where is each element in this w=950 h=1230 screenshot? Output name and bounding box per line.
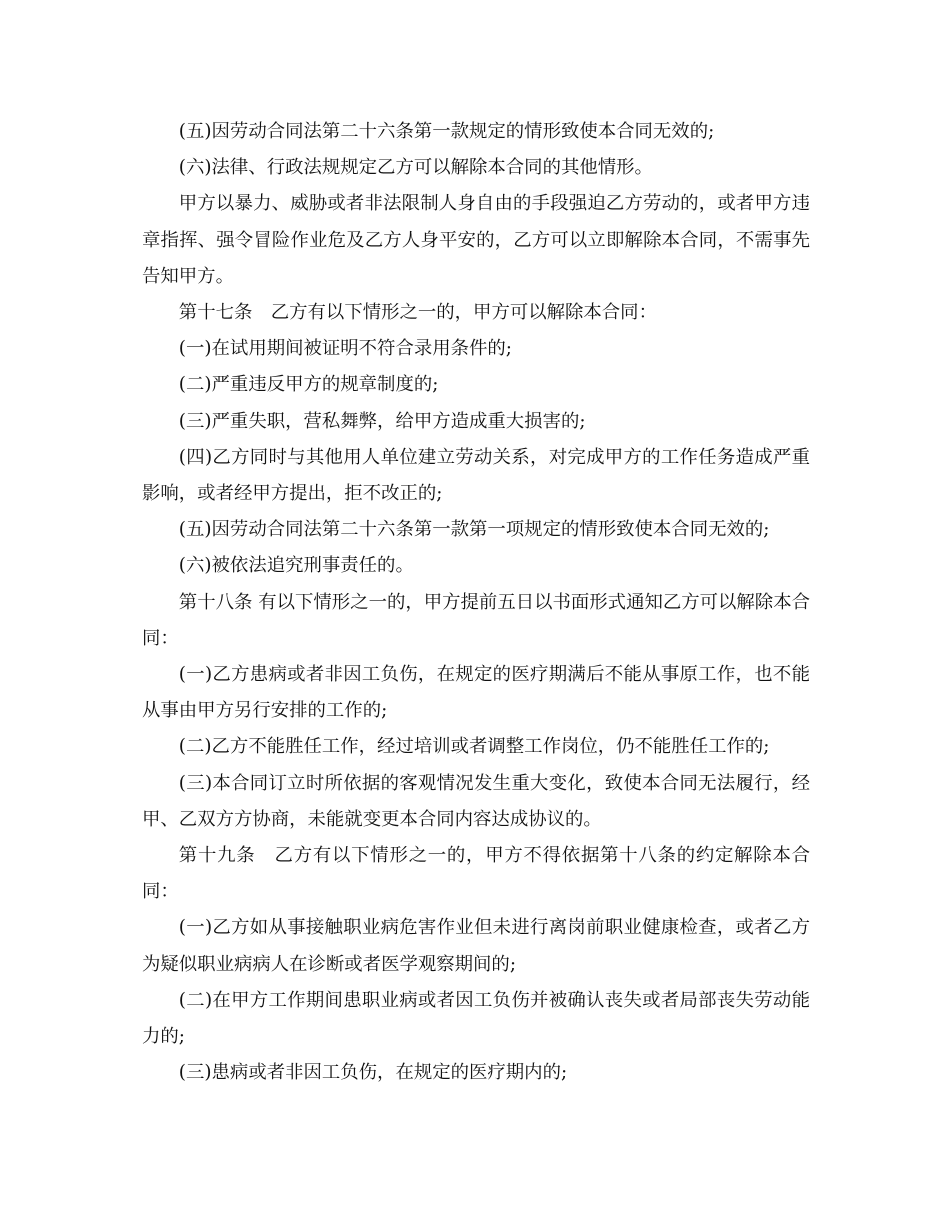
- article-18-item-3: (三)本合同订立时所依据的客观情况发生重大变化，致使本合同无法履行，经甲、乙双方方协商，未能就变更本合同内容达成协议的。: [142, 772, 810, 830]
- article-17-item-4: (四)乙方同时与其他用人单位建立劳动关系，对完成甲方的工作任务造成严重影响，或者经甲方提出，拒不改正的;: [142, 446, 810, 505]
- article-19-item-2: (二)在甲方工作期间患职业病或者因工负伤并被确认丧失或者局部丧失劳动能力的;: [142, 989, 810, 1048]
- article-19-item-1: (一)乙方如从事接触职业病危害作业但未进行离岗前职业健康检查，或者乙方为疑似职业病病人在诊断或者医学观察期间的;: [142, 917, 810, 975]
- paragraph-clause-6: (六)法律、行政法规规定乙方可以解除本合同的其他情形。: [178, 157, 653, 179]
- paragraph-clause-5: (五)因劳动合同法第二十六条第一款规定的情形致使本合同无效的;: [178, 121, 715, 142]
- article-17-item-6: (六)被依法追究刑事责任的。: [178, 555, 414, 577]
- article-17-item-1: (一)在试用期间被证明不符合录用条件的;: [178, 338, 512, 360]
- article-17-item-5: (五)因劳动合同法第二十六条第一款第一项规定的情形致使本合同无效的;: [178, 519, 770, 541]
- article-17-heading: 第十七条 乙方有以下情形之一的，甲方可以解除本合同：: [178, 302, 657, 324]
- article-17-item-3: (三)严重失职，营私舞弊，给甲方造成重大损害的;: [178, 410, 586, 432]
- article-18-item-1: (一)乙方患病或者非因工负伤，在规定的医疗期满后不能从事原工作，也不能从事由甲方另行安排的工作的;: [142, 664, 810, 722]
- article-19-heading: 第十九条 乙方有以下情形之一的，甲方不得依据第十八条的约定解除本合同：: [142, 845, 810, 903]
- paragraph-immediate-termination: 甲方以暴力、威胁或者非法限制人身自由的手段强迫乙方劳动的，或者甲方违章指挥、强令冒险作业危及乙方人身平安的，乙方可以立即解除本合同，不需事先告知甲方。: [142, 193, 810, 287]
- article-17-item-2: (二)严重违反甲方的规章制度的;: [178, 374, 439, 396]
- article-19-item-3: (三)患病或者非因工负伤，在规定的医疗期内的;: [178, 1062, 568, 1084]
- document-body: [142, 114, 810, 1091]
- article-18-heading: 第十八条 有以下情形之一的，甲方提前五日以书面形式通知乙方可以解除本合同：: [142, 591, 810, 649]
- article-18-item-2: (二)乙方不能胜任工作，经过培训或者调整工作岗位，仍不能胜任工作的;: [178, 736, 770, 758]
